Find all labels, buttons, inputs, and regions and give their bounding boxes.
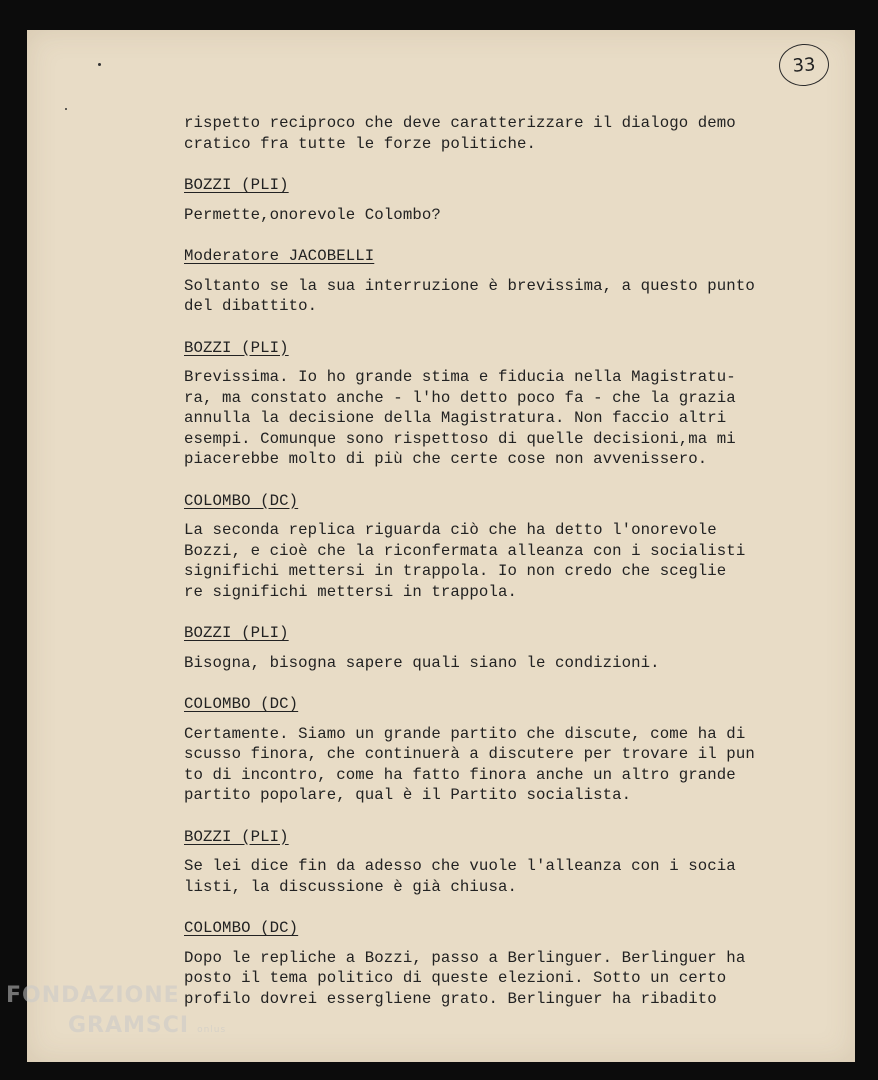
- text-line: Bisogna, bisogna sapere quali siano le condizioni.: [184, 653, 660, 672]
- speaker-block: [184, 175, 804, 225]
- text-line: to di incontro, come ha fatto finora anche un altro grande: [184, 765, 736, 784]
- speaker-block: [184, 694, 804, 806]
- speech-paragraph: [184, 520, 804, 602]
- watermark-small: onlus: [197, 1025, 227, 1035]
- text-line: ra, ma constato anche - l'ho detto poco fa - che la grazia: [184, 388, 736, 407]
- text-line: partito popolare, qual è il Partito socialista.: [184, 786, 632, 804]
- text-line: Brevissima. Io ho grande stima e fiducia nella Magistratu-: [184, 368, 736, 386]
- page-number-stamp: 33: [778, 42, 831, 87]
- speech-paragraph: [184, 724, 804, 806]
- speaker-block: [184, 246, 804, 317]
- speaker-label: COLOMBO (DC): [184, 491, 299, 510]
- text-line: re significhi mettersi in trappola.: [184, 582, 517, 601]
- speaker-block: [184, 491, 804, 603]
- speaker-label: COLOMBO (DC): [184, 919, 299, 937]
- speaker-label: Moderatore JACOBELLI: [184, 247, 375, 265]
- speech-paragraph: [184, 856, 804, 897]
- text-line: Dopo le repliche a Bozzi, passo a Berlinguer. Berlinguer ha: [184, 948, 746, 967]
- speech-paragraph: [184, 653, 804, 674]
- speech-paragraph: [184, 367, 804, 470]
- speech-paragraph: [184, 205, 804, 226]
- text-line: Permette,onorevole Colombo?: [184, 205, 441, 224]
- speaker-label: COLOMBO (DC): [184, 695, 299, 713]
- text-line: listi, la discussione è già chiusa.: [184, 877, 517, 896]
- speech-paragraph: [184, 948, 804, 1010]
- text-line: del dibattito.: [184, 297, 318, 315]
- transcript-body: [184, 113, 804, 1009]
- speech-paragraph: [184, 276, 804, 317]
- fondazione-gramsci-watermark: [6, 985, 226, 1037]
- speaker-block: [184, 338, 804, 470]
- text-line: scusso finora, che continuerà a discutere per trovare il pun: [184, 745, 755, 763]
- text-line: Certamente. Siamo un grande partito che discute, come ha di: [184, 724, 746, 743]
- text-line: Bozzi, e cioè che la riconfermata alleanza con i socialisti: [184, 541, 746, 560]
- text-line: La seconda replica riguarda ciò che ha detto l'onorevole: [184, 521, 717, 539]
- speaker-label: BOZZI (PLI): [184, 827, 289, 846]
- watermark-line: [68, 1015, 226, 1037]
- speaker-label: BOZZI (PLI): [184, 176, 289, 194]
- text-line: Se lei dice fin da adesso che vuole l'alleanza con i socia: [184, 857, 736, 875]
- text-line: rispetto reciproco che deve caratterizzare il dialogo demo: [184, 114, 736, 132]
- text-line: Soltanto se la sua interruzione è brevissima, a questo punto: [184, 276, 755, 295]
- opening-paragraph: [184, 113, 804, 154]
- text-line: cratico fra tutte le forze politiche.: [184, 134, 537, 153]
- speaker-label: BOZZI (PLI): [184, 624, 289, 642]
- speck: [98, 63, 101, 66]
- speaker-block: [184, 918, 804, 1009]
- speaker-label: BOZZI (PLI): [184, 338, 289, 357]
- watermark-text: GRAMSCI: [68, 1013, 190, 1038]
- text-line: annulla la decisione della Magistratura. Non faccio altri: [184, 409, 727, 427]
- text-line: significhi mettersi in trappola. Io non credo che sceglie: [184, 562, 727, 580]
- document-page: [27, 30, 855, 1062]
- text-line: piacerebbe molto di più che certe cose non avvenissero.: [184, 450, 708, 468]
- watermark-line: FONDAZIONE: [6, 983, 180, 1008]
- speaker-block: [184, 623, 804, 673]
- speaker-block: [184, 827, 804, 898]
- text-line: profilo dovrei essergliene grato. Berlinguer ha ribadito: [184, 989, 717, 1008]
- speck: [65, 108, 67, 110]
- text-line: posto il tema politico di queste elezioni. Sotto un certo: [184, 969, 727, 987]
- text-line: esempi. Comunque sono rispettoso di quelle decisioni,ma mi: [184, 429, 736, 448]
